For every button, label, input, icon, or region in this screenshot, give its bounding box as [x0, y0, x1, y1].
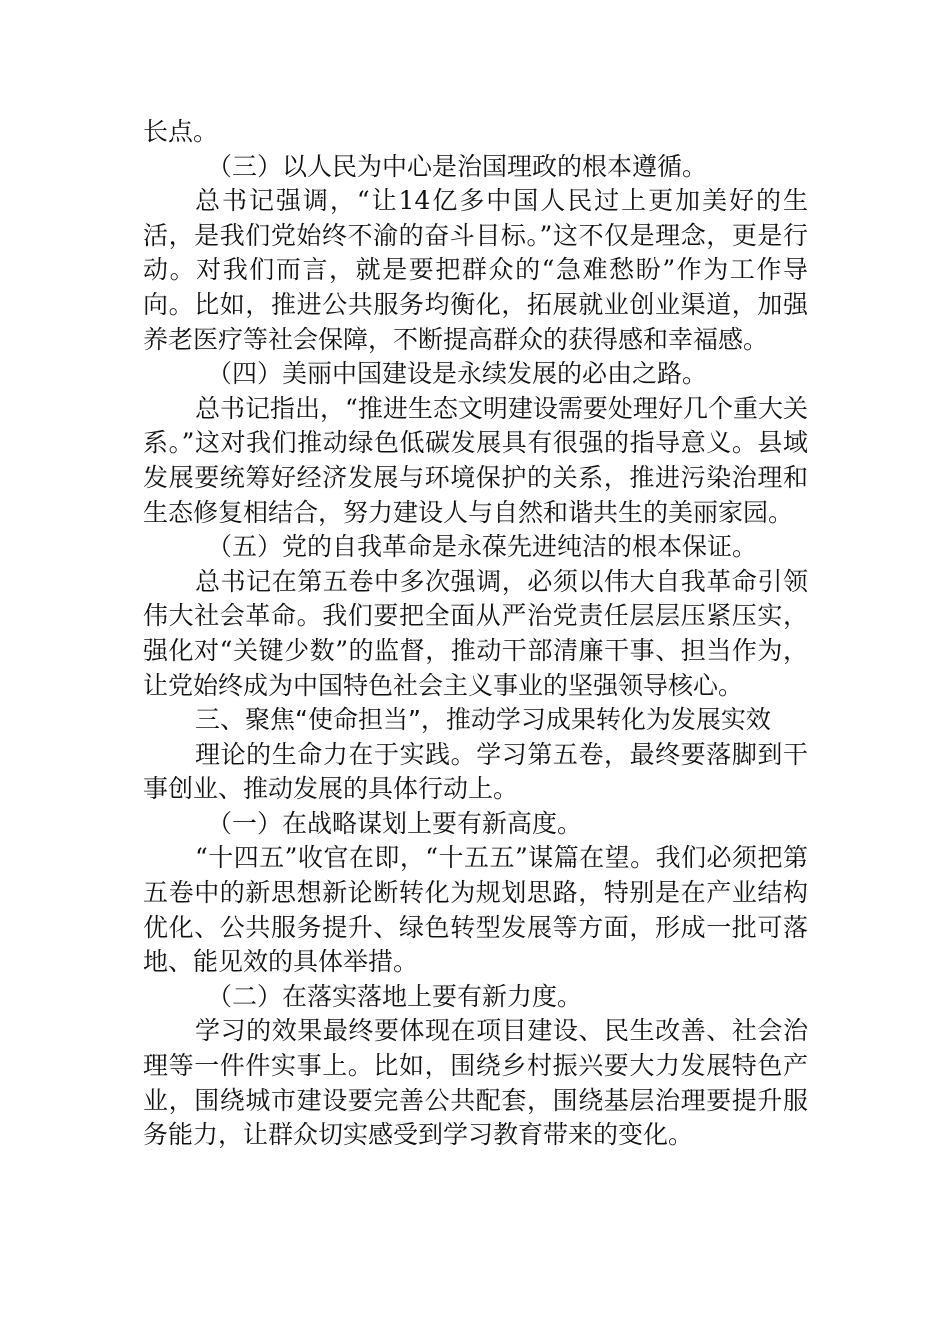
subheading-three: （三）以人民为中心是治国理政的根本遵循。 [207, 151, 708, 181]
subheading-two: （二）在落实落地上要有新力度。 [207, 981, 583, 1011]
paragraph-body: 理论的生命力在于实践。学习第五卷，最终要落脚到干事创业、推动发展的具体行动上。 [143, 739, 808, 804]
paragraph-continuation: 长点。 [143, 117, 219, 146]
subheading-one: （一）在战略谋划上要有新高度。 [207, 808, 583, 838]
paragraph-body: 总书记指出，“推进生态文明建设需要处理好几个重大关系。”这对我们推动绿色低碳发展具有很强的指导意义。县域发展要统筹好经济发展与环境保护的关系，推进污染治理和生态修复相结合，努力建设人与自然和谐共生的美丽家园。 [143, 393, 808, 527]
paragraph-body: “十四五”收官在即，“十五五”谋篇在望。我们必须把第五卷中的新思想新论断转化为规划思路，特别是在产业结构优化、公共服务提升、绿色转型发展等方面，形成一批可落地、能见效的具体举措。 [143, 843, 808, 977]
paragraph-body: 总书记强调，“让14亿多中国人民过上更加美好的生活，是我们党始终不渝的奋斗目标。”这不仅是理念，更是行动。对我们而言，就是要把群众的“急难愁盼”作为工作导向。比如，推进公共服务均衡化，拓展就业创业渠道，加强养老医疗等社会保障，不断提高群众的获得感和幸福感。 [143, 186, 808, 354]
subheading-five: （五）党的自我革命是永葆先进纯洁的根本保证。 [207, 532, 758, 562]
subheading-four: （四）美丽中国建设是永续发展的必由之路。 [207, 359, 708, 389]
document-body [143, 115, 808, 1153]
paragraph-body: 学习的效果最终要体现在项目建设、民生改善、社会治理等一件件实事上。比如，围绕乡村振兴要大力发展特色产业，围绕城市建设要完善公共配套，围绕基层治理要提升服务能力，让群众切实感受到学习教育带来的变化。 [143, 1016, 808, 1150]
section-heading-three: 三、聚焦“使命担当”，推动学习成果转化为发展实效 [195, 705, 771, 735]
paragraph-body: 总书记在第五卷中多次强调，必须以伟大自我革命引领伟大社会革命。我们要把全面从严治党责任层层压紧压实，强化对“关键少数”的监督，推动干部清廉干事、担当作为，让党始终成为中国特色社会主义事业的坚强领导核心。 [143, 566, 808, 700]
